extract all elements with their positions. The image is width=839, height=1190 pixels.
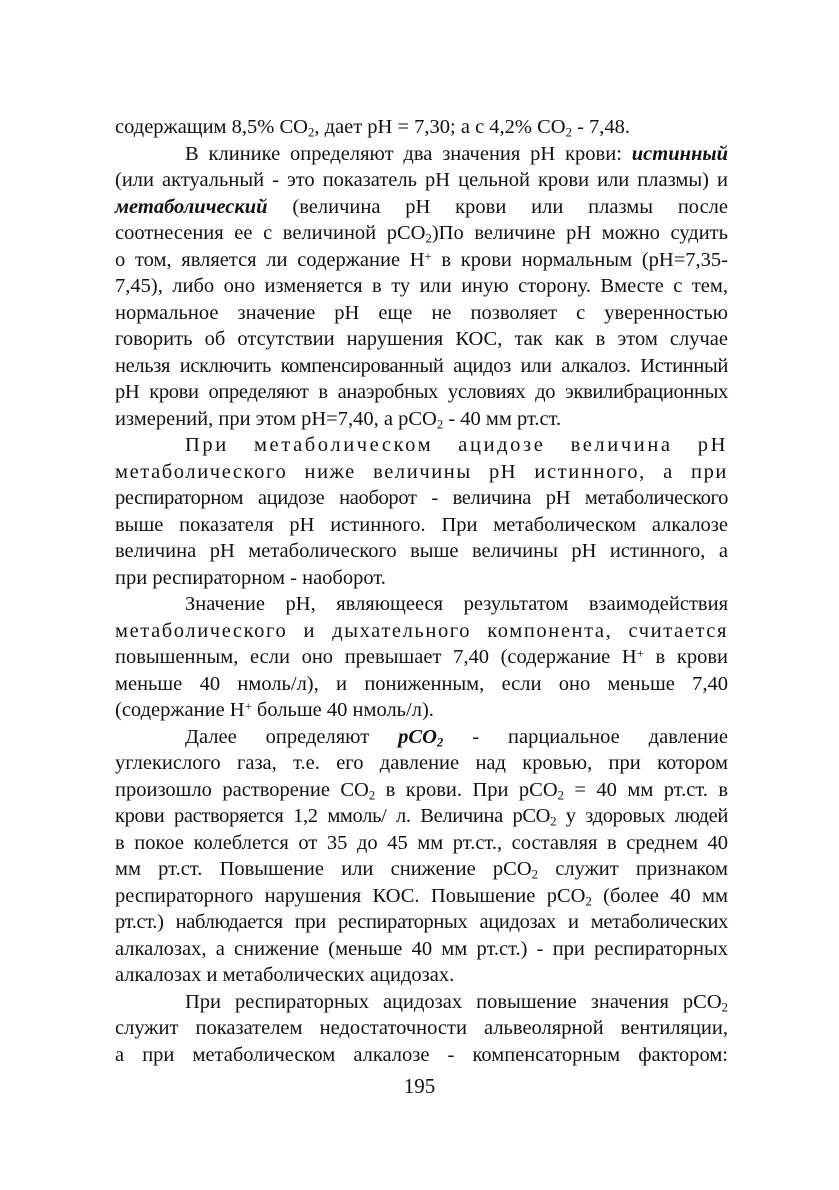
text-line: [115, 830, 728, 857]
text-run: о том, является ли содержание Н: [115, 248, 425, 271]
text-run: углекислого газа, т.е. его давление над кровью, при котором: [115, 752, 728, 774]
body-text: [115, 114, 728, 1068]
text-line: [115, 300, 728, 327]
emphasized-term: истинный: [631, 142, 728, 165]
text-line: [115, 936, 728, 963]
page-number: 195: [403, 1074, 436, 1098]
text-line: [115, 777, 728, 804]
text-run: При метаболическом ацидозе величина рН: [185, 434, 728, 456]
text-line: [115, 432, 728, 459]
text-run: метаболического и дыхательного компонента, считается: [115, 619, 728, 642]
superscript: +: [244, 699, 252, 714]
subscript: 2: [436, 417, 444, 432]
subscript: 2: [557, 788, 564, 803]
text-line: [115, 909, 728, 936]
text-line: [115, 724, 728, 751]
text-run: служит показателем недостаточности альвеолярной вентиляции,: [115, 1017, 728, 1039]
subscript: 2: [550, 814, 557, 829]
text-run: измерений, при этом рН=7,40, а рСО: [115, 407, 437, 430]
text-run: - 7,48.: [571, 116, 631, 138]
text-run: в покое колеблется от 35 до 45 мм рт.ст., составляя в среднем 40: [115, 831, 728, 854]
text-run: При респираторных ацидозах повышение значения рСО: [185, 990, 722, 1013]
text-run: содержащим 8,5% СО: [115, 116, 308, 138]
text-line: [115, 273, 728, 300]
text-run: Значение рН, являющееся результатом взаимодействия: [185, 593, 728, 615]
text-run: выше показателя рН истинного. При метаболическом алкалозе: [115, 513, 728, 536]
text-run: нормальное значение рН еще не позволяет с уверенностью: [115, 301, 728, 324]
text-line: [115, 856, 728, 883]
text-run: - 40 мм рт.ст.: [443, 407, 562, 430]
text-line: [115, 644, 728, 671]
superscript: +: [424, 248, 432, 263]
text-line: [115, 459, 728, 486]
text-line: [115, 353, 728, 380]
text-line: [115, 962, 728, 989]
text-run: в крови. При рСО: [375, 778, 558, 801]
text-line: [115, 194, 728, 221]
text-run: , дает рН = 7,30; а с 4,2% СО: [314, 116, 566, 138]
text-line: [115, 406, 728, 433]
text-line: [115, 114, 728, 141]
text-run: респираторного нарушения КОС. Повышение рСО: [115, 884, 586, 907]
text-run: меньше 40 нмоль/л), и пониженным, если оно меньше 7,40: [115, 672, 728, 695]
text-run: Далее определяют: [185, 725, 399, 748]
subscript: 2: [585, 894, 592, 909]
text-run: мм рт.ст. Повышение или снижение рСО: [115, 858, 532, 880]
text-run: произошло растворение СО: [115, 778, 369, 801]
text-run: при респираторном - наоборот.: [115, 566, 386, 589]
text-run: крови растворяется 1,2 ммоль/ л. Величина рСО: [115, 805, 551, 827]
text-line: [115, 697, 728, 724]
text-run: а при метаболическом алкалозе - компенсаторным фактором:: [115, 1043, 728, 1066]
text-run: = 40 мм рт.ст. в: [564, 778, 729, 801]
subscript: 2: [436, 735, 444, 750]
text-run: (содержание Н: [115, 699, 245, 721]
text-line: [115, 512, 728, 539]
text-line: [115, 167, 728, 194]
text-run: респираторном ацидозе наоборот - величина рН метаболического: [115, 487, 728, 509]
text-line: [115, 989, 728, 1016]
subscript: 2: [425, 231, 432, 246]
text-run: повышенным, если оно превышает 7,40 (содержание Н: [115, 646, 637, 668]
text-line: [115, 565, 728, 592]
text-line: [115, 379, 728, 406]
text-line: [115, 883, 728, 910]
text-line: [115, 618, 728, 645]
text-run: алкалозах, а снижение (меньше 40 мм рт.ст.) - при респираторных: [115, 937, 728, 960]
text-line: [115, 485, 728, 512]
text-line: [115, 247, 728, 274]
text-run: (величина рН крови или плазмы после: [267, 195, 728, 218]
text-run: в крови: [643, 646, 729, 668]
text-line: [115, 591, 728, 618]
text-run: (более 40 мм: [591, 884, 728, 907]
text-run: нельзя исключить компенсированный ацидоз или алкалоз. Истинный: [115, 354, 728, 377]
text-line: [115, 803, 728, 830]
text-run: больше 40 нмоль/л).: [251, 699, 434, 721]
text-run: 7,45), либо оно изменяется в ту или иную сторону. Вместе с тем,: [115, 275, 728, 297]
text-line: [115, 1015, 728, 1042]
text-line: [115, 538, 728, 565]
text-run: В клинике определяют два значения рН крови:: [185, 142, 632, 165]
emphasized-term: метаболический: [115, 195, 268, 218]
emphasized-term: рСО: [398, 725, 437, 748]
subscript: 2: [368, 788, 376, 803]
text-run: (или актуальный - это показатель рН цельной крови или плазмы) и: [115, 169, 728, 191]
subscript: 2: [531, 867, 539, 882]
text-run: служит признаком: [538, 858, 729, 880]
text-line: [115, 750, 728, 777]
text-run: рН крови определяют в анаэробных условиях до эквилибрационных: [115, 381, 728, 403]
text-run: величина рН метаболического выше величины рН истинного, а: [115, 540, 728, 562]
text-line: [115, 220, 728, 247]
text-run: )По величине рН можно судить: [431, 222, 728, 244]
text-run: в крови нормальным (рН=7,35-: [431, 248, 728, 271]
subscript: 2: [565, 125, 572, 140]
text-line: [115, 326, 728, 353]
text-run: алкалозах и метаболических ацидозах.: [115, 964, 455, 986]
text-run: метаболического ниже величины рН истинного, а при: [115, 460, 728, 483]
text-line: [115, 1042, 728, 1069]
subscript: 2: [307, 125, 315, 140]
text-run: рт.ст.) наблюдается при респираторных ацидозах и метаболических: [115, 911, 728, 933]
text-line: [115, 671, 728, 698]
subscript: 2: [721, 1000, 728, 1015]
superscript: +: [636, 646, 644, 661]
text-run: у здоровых людей: [556, 805, 728, 827]
text-run: говорить об отсутствии нарушения КОС, так как в этом случае: [115, 328, 728, 350]
text-run: - парциальное давление: [443, 725, 728, 748]
text-run: соотнесения ее с величиной рСО: [115, 222, 426, 244]
text-line: [115, 141, 728, 168]
